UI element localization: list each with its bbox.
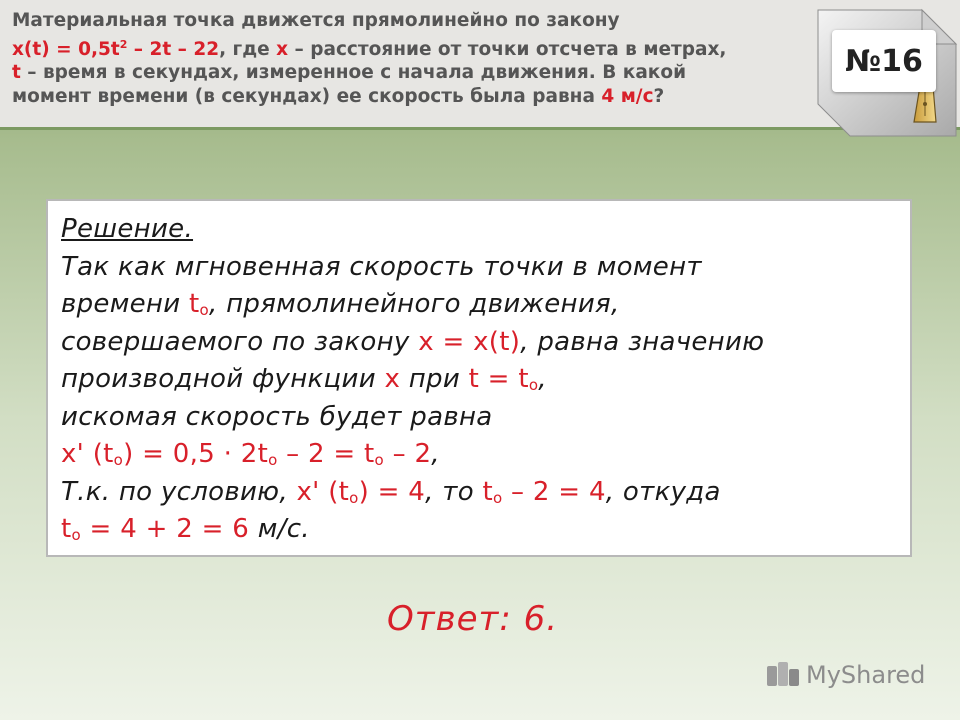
- subscript: o: [492, 488, 503, 507]
- solution-line-5: [61, 399, 764, 437]
- problem-line-1: [12, 9, 832, 33]
- equation: [482, 477, 605, 507]
- condition-text: t = t: [468, 364, 529, 394]
- variable-t: t: [189, 289, 200, 319]
- problem-text: ?: [653, 85, 665, 107]
- condition-formula: [297, 477, 426, 507]
- problem-text: , где: [219, 38, 277, 60]
- watermark-logo: [766, 656, 925, 694]
- subscript: o: [199, 301, 209, 319]
- solution-sentence: , откуда: [605, 476, 721, 507]
- solution-sentence: , то: [425, 476, 483, 507]
- task-number-badge: №16: [832, 30, 936, 92]
- variable-x: x: [384, 364, 401, 394]
- formula-part: ) = 4: [358, 476, 426, 507]
- solution-line-4: [61, 361, 764, 399]
- law-formula: [12, 39, 219, 60]
- solution-sentence: производной функции: [61, 364, 385, 394]
- problem-text: – расстояние от точки отсчета в метрах,: [288, 38, 727, 60]
- unit-text: м/с.: [249, 514, 310, 544]
- problem-statement: [12, 9, 832, 108]
- derivative-expression: [61, 439, 431, 469]
- subscript: o: [528, 376, 539, 394]
- formula-part: – 2: [384, 439, 432, 469]
- subscript: o: [113, 451, 124, 469]
- problem-line-2: [12, 33, 832, 62]
- formula-part: ) = 0,5 · 2t: [123, 439, 269, 469]
- solution-line-8: [61, 511, 764, 549]
- solution-sentence: совершаемого по закону: [61, 326, 419, 357]
- formula-part: x(t) = 0,5t: [12, 38, 120, 60]
- formula-part: x' (t: [61, 439, 114, 469]
- solution-line-1: [61, 249, 764, 287]
- myshared-logo-icon: [766, 660, 800, 690]
- solution-sentence: при: [400, 364, 469, 394]
- solution-sentence: , равна значению: [520, 326, 765, 357]
- subscript: o: [374, 451, 385, 469]
- punctuation: ,: [538, 364, 547, 394]
- formula-part: – 2 = 4: [502, 476, 606, 507]
- solution-heading: [61, 211, 764, 249]
- result-formula: [61, 514, 249, 544]
- solution-sentence: Т.к. по условию,: [61, 476, 297, 507]
- law-expression: x = x(t): [418, 326, 521, 357]
- formula-exponent: 2: [119, 37, 128, 51]
- solution-line-6: [61, 436, 764, 474]
- problem-line-3: [12, 61, 832, 85]
- heading-text: Решение.: [61, 214, 194, 244]
- problem-text: Материальная точка движется прямолинейно по закону: [12, 10, 620, 31]
- problem-text: – время в секундах, измеренное с начала движения. В какой: [20, 62, 687, 84]
- subscript: o: [349, 488, 359, 507]
- variable-t0: [189, 289, 209, 319]
- solution-sentence: искомая скорость будет равна: [61, 401, 493, 432]
- formula-part: t: [482, 476, 493, 507]
- condition-expression: [469, 364, 539, 394]
- formula-part: – 2 = t: [277, 439, 375, 469]
- problem-line-4: [12, 85, 832, 109]
- answer-text: Ответ: 6.: [387, 599, 559, 639]
- punctuation: ,: [431, 439, 440, 469]
- solution-line-2: [61, 286, 764, 324]
- speed-value: 4 м/с: [601, 85, 654, 107]
- variable-t: t: [12, 62, 21, 84]
- formula-part: t: [61, 514, 72, 544]
- solution-sentence: Так как мгновенная скорость точки в момент: [61, 251, 702, 282]
- solution-line-3: [61, 324, 764, 362]
- solution-sentence: , прямолинейного движения,: [208, 289, 620, 319]
- formula-part: x' (t: [296, 476, 350, 507]
- subscript: o: [268, 451, 278, 469]
- solution-sentence: времени: [61, 289, 189, 319]
- subscript: o: [71, 526, 81, 544]
- formula-part: = 4 + 2 = 6: [80, 514, 250, 544]
- solution-line-7: [61, 474, 764, 512]
- problem-text: момент времени (в секундах) ее скорость была равна: [12, 85, 602, 107]
- solution-box: [46, 199, 912, 557]
- variable-x: x: [276, 38, 289, 60]
- formula-part: – 2t – 22: [127, 38, 220, 60]
- watermark-text: MyShared: [806, 661, 926, 689]
- solution-text: [61, 211, 764, 549]
